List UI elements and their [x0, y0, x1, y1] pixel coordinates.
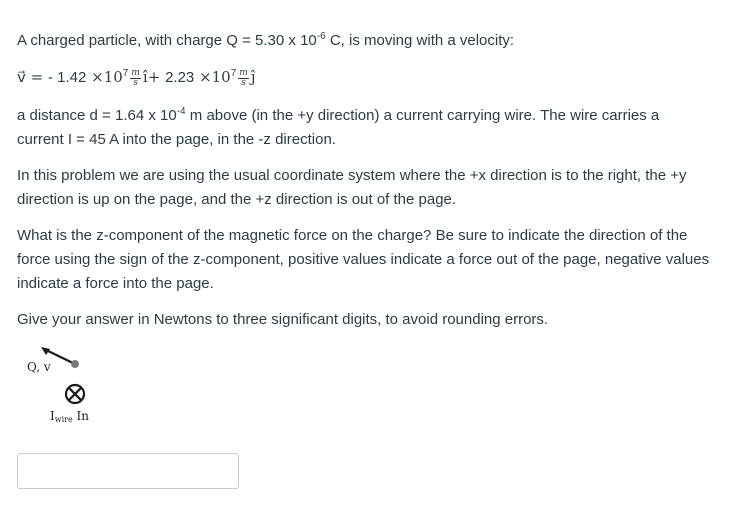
physics-diagram [17, 340, 137, 435]
unit-fraction: $\frac{m}{s}$ [239, 67, 248, 88]
question-paragraph: What is the z-component of the magnetic force on the charge? Be sure to indicate the direction of the force using the sign of the z-component, positive values indicate a force out of the page, negative values indicate a force into the page. [17, 227, 710, 292]
velocity-symbol: v⃗ [17, 68, 26, 86]
distance-line-1: a distance d = 1.64 x $10^{-4}$ m above (in the +y direction) a current carrying wire. The wire carries a [17, 106, 660, 124]
charge-particle [71, 360, 79, 368]
charge-label: Q, v [27, 360, 51, 374]
j-hat: ĵ [250, 68, 256, 86]
vy-coefficient: 2.23 [165, 69, 195, 86]
instructions-paragraph: Give your answer in Newtons to three significant digits, to avoid rounding errors. [17, 311, 549, 328]
wire-label: Iwire In [50, 409, 90, 424]
distance-line-2: current I = 45 A into the page, in the -z direction. [17, 131, 336, 148]
wire-into-page-icon [66, 385, 84, 403]
velocity-equation: v⃗ = - $1.42 \times 10^7$ $\frac{m}{s}$ î+ $2.23 \times 10^7$ $\frac{m}{s}$ ĵ [17, 67, 256, 88]
coordinate-system-paragraph: In this problem we are using the usual coordinate system where the +x direction is to the right, the +y direction is up on the page, and the +z direction is out of the page. [17, 167, 687, 208]
vx-coefficient: - 1.42 [48, 69, 87, 86]
i-hat: î [142, 68, 148, 86]
answer-input[interactable] [17, 453, 239, 489]
unit-fraction: $\frac{m}{s}$ [131, 67, 140, 88]
intro-line: A charged particle, with charge Q = 5.30 x $10^{-6}$ C, is moving with a velocity: [17, 31, 515, 49]
